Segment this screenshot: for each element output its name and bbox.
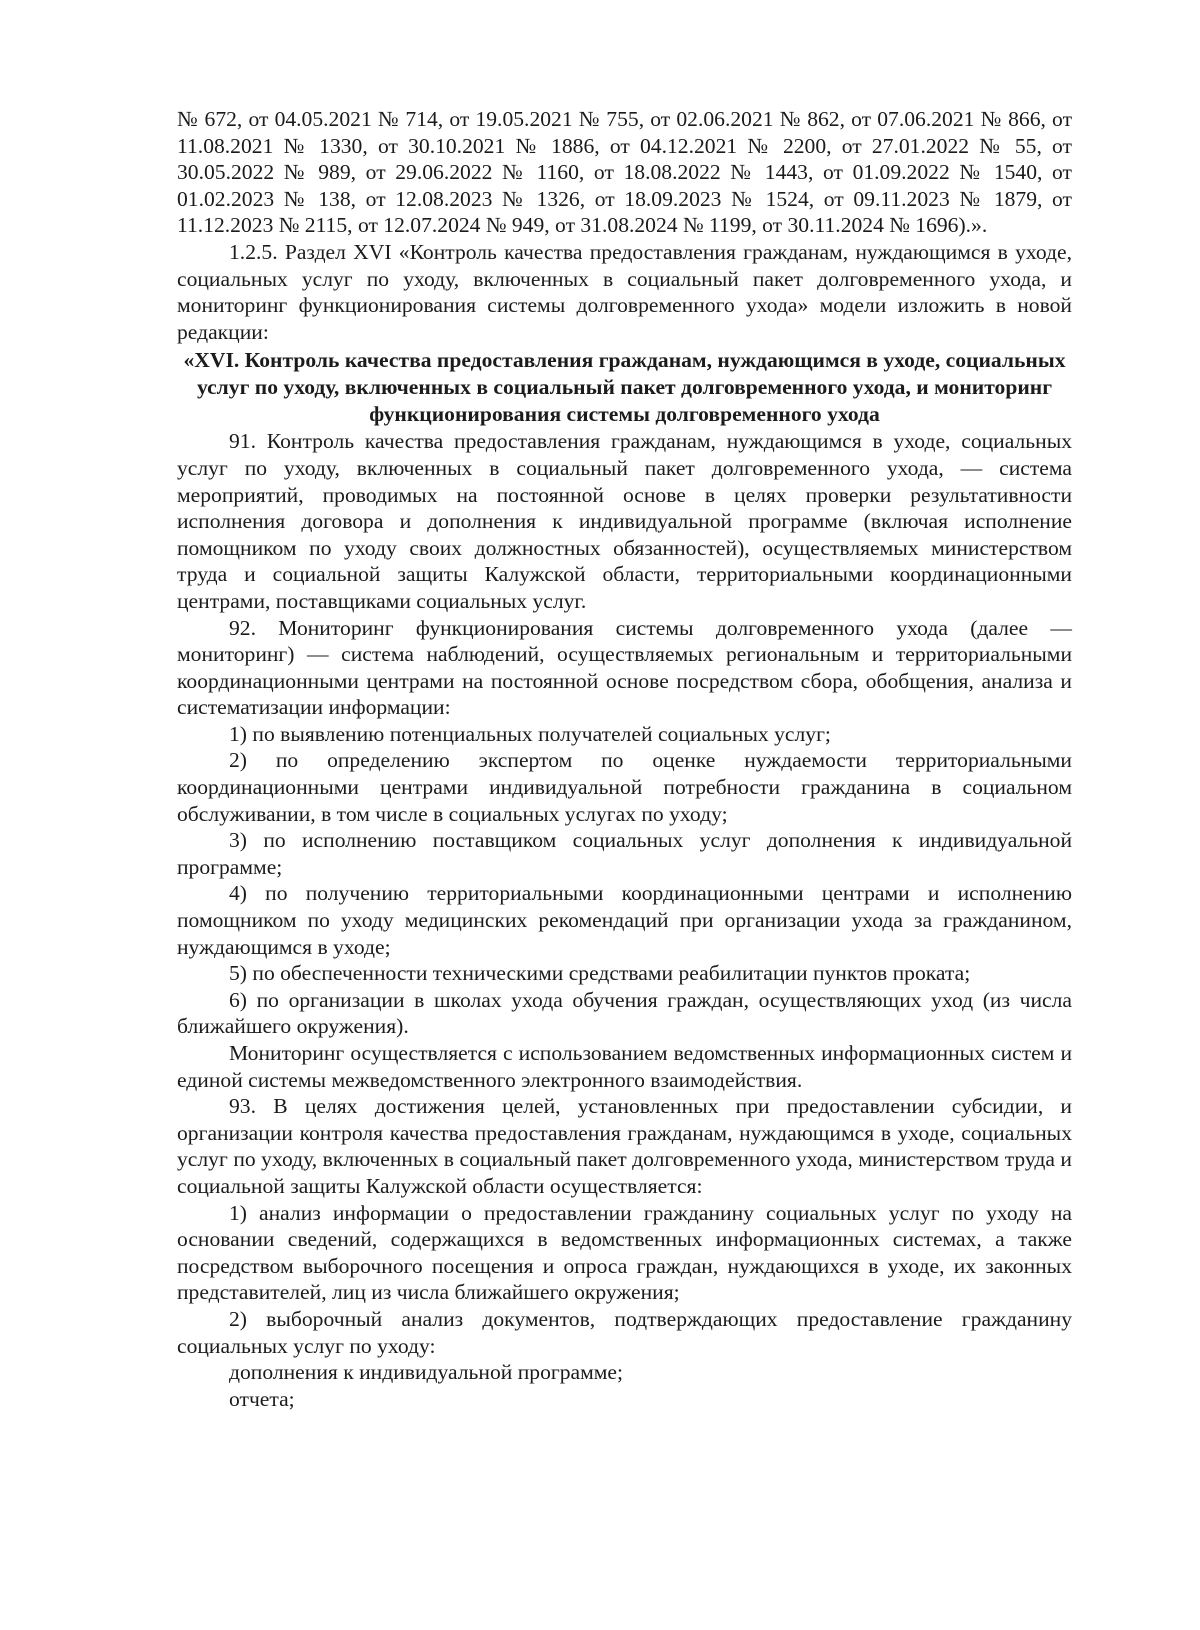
paragraph-93: 93. В целях достижения целей, установленных при предоставлении субсидии, и организации контроля качества предоставления гражданам, нуждающимся в уходе, социальных услуг по уходу, включенных в социальный пакет долговременного ухода, министерством труда и социальной защиты Калужской области осуществляется: bbox=[177, 1094, 1072, 1198]
paragraph-91: 91. Контроль качества предоставления гражданам, нуждающимся в уходе, социальных услуг по уходу, включенных в социальный пакет долговременного ухода, — система мероприятий, проводимых на постоянной основе в целях проверки результативности исполнения договора и дополнения к индивидуальной программе (включая исполнение помощником по уходу своих должностных обязанностей), осуществляемых министерством труда и социальной защиты Калужской области, территориальными координационными центрами, поставщиками социальных услуг. bbox=[177, 429, 1072, 613]
list-subitem-report: отчета; bbox=[229, 1386, 295, 1411]
paragraph-references-continuation: № 672, от 04.05.2021 № 714, от 19.05.2021 № 755, от 02.06.2021 № 862, от 07.06.2021 № 866, от 11.08.2021 № 1330, от 30.10.2021 № 1886, от 04.12.2021 № 2200, от 27.01.2022 № 55, от 30.05.2022 № 989, от 29.06.2022 № 1160, от 18.08.2022 № 1443, от 01.09.2022 № 1540, от 01.02.2023 № 138, от 12.08.2023 № 1326, от 18.09.2023 № 1524, от 09.11.2023 № 1879, от 11.12.2023 № 2115, от 12.07.2024 № 949, от 31.08.2024 № 1199, от 30.11.2024 № 1696).». bbox=[177, 107, 1072, 238]
list-item-92-6: 6) по организации в школах ухода обучения граждан, осуществляющих уход (из числа ближайшего окружения). bbox=[177, 987, 1072, 1039]
list-subitem-supplement: дополнения к индивидуальной программе; bbox=[229, 1360, 624, 1385]
list-item-92-1: 1) по выявлению потенциальных получателей социальных услуг; bbox=[229, 721, 831, 746]
paragraph-monitoring-systems: Мониторинг осуществляется с использованием ведомственных информационных систем и единой системы межведомственного электронного взаимодействия. bbox=[177, 1041, 1072, 1092]
list-item-92-4: 4) по получению территориальными координационными центрами и исполнению помощником по уходу медицинских рекомендаций при организации ухода за гражданином, нуждающимся в уходе; bbox=[177, 881, 1072, 959]
document-body bbox=[177, 106, 1072, 1412]
paragraph-92: 92. Мониторинг функционирования системы долговременного ухода (далее — мониторинг) — система наблюдений, осуществляемых региональным и территориальными координационными центрами на постоянной основе посредством сбора, обобщения, анализа и систематизации информации: bbox=[177, 615, 1072, 720]
section-xvi-heading: «XVI. Контроль качества предоставления гражданам, нуждающимся в уходе, социальных услуг по уходу, включенных в социальный пакет долговременного ухода, и мониторинг функционирования системы долговременного ухода bbox=[183, 348, 1066, 427]
list-item-92-2: 2) по определению экспертом по оценке нуждаемости территориальными координационными центрами индивидуальной потребности гражданина в социальном обслуживании, в том числе в социальных услугах по уходу; bbox=[177, 748, 1072, 826]
list-item-92-5: 5) по обеспеченности техническими средствами реабилитации пунктов проката; bbox=[229, 961, 971, 986]
paragraph-1-2-5: 1.2.5. Раздел XVI «Контроль качества предоставления гражданам, нуждающимся в уходе, социальных услуг по уходу, включенных в социальный пакет долговременного ухода, и мониторинг функционирования системы долговременного ухода» модели изложить в новой редакции: bbox=[177, 239, 1072, 344]
list-item-93-2: 2) выборочный анализ документов, подтверждающих предоставление гражданину социальных услуг по уходу: bbox=[177, 1306, 1072, 1358]
list-item-92-3: 3) по исполнению поставщиком социальных услуг дополнения к индивидуальной программе; bbox=[177, 828, 1072, 879]
list-item-93-1: 1) анализ информации о предоставлении гражданину социальных услуг по уходу на основании сведений, содержащихся в ведомственных информационных системах, а также посредством выборочного посещения и опроса граждан, нуждающихся в уходе, их законных представителей, лиц из числа ближайшего окружения; bbox=[177, 1200, 1072, 1305]
